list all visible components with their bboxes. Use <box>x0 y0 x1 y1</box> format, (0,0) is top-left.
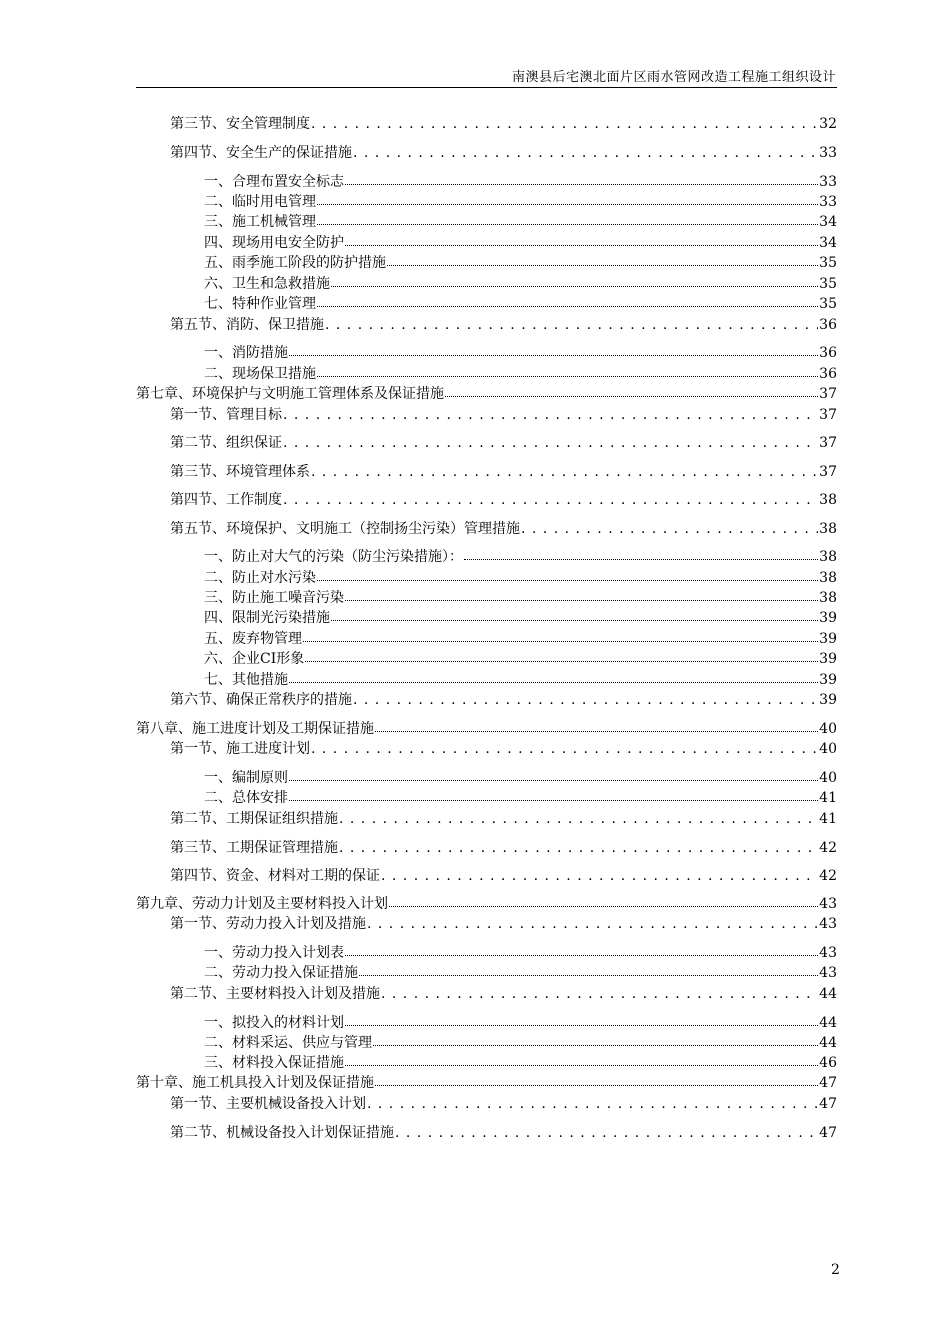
toc-dot-leader <box>375 731 818 732</box>
toc-entry-page: 43 <box>819 965 837 981</box>
toc-entry[interactable] <box>136 405 837 425</box>
toc-entry-page: 44 <box>819 1035 837 1051</box>
toc-entry-page: 47 <box>819 1075 837 1091</box>
toc-dot-leader <box>289 780 818 781</box>
toc-entry[interactable] <box>136 649 837 669</box>
toc-entry-page: 44 <box>819 986 837 1002</box>
toc-entry-page: 33 <box>819 174 837 190</box>
toc-entry-title: 第三节、工期保证管理措施 <box>170 840 338 856</box>
toc-entry[interactable] <box>136 253 837 273</box>
toc-dot-leader <box>325 315 818 335</box>
toc-entry-title: 第二节、组织保证 <box>170 435 282 451</box>
toc-entry[interactable] <box>136 433 837 453</box>
toc-dot-leader <box>311 739 818 759</box>
toc-entry-page: 34 <box>819 235 837 251</box>
toc-dot-leader <box>353 143 818 163</box>
toc-entry-title: 第二节、机械设备投入计划保证措施 <box>170 1125 394 1141</box>
toc-entry-page: 43 <box>819 945 837 961</box>
toc-dot-leader <box>345 955 818 956</box>
toc-entry[interactable] <box>136 608 837 628</box>
toc-dot-leader <box>289 682 818 683</box>
toc-entry-title: 第一节、主要机械设备投入计划 <box>170 1096 366 1112</box>
toc-entry-title: 一、防止对大气的污染（防尘污染措施）： <box>204 549 463 565</box>
toc-entry[interactable] <box>136 943 837 963</box>
toc-dot-leader <box>283 433 818 453</box>
toc-entry[interactable] <box>136 866 837 886</box>
toc-dot-leader <box>375 1085 818 1086</box>
toc-entry-page: 37 <box>819 435 837 451</box>
toc-entry-page: 43 <box>819 916 837 932</box>
toc-dot-leader <box>353 690 818 710</box>
toc-entry-page: 39 <box>819 610 837 626</box>
toc-entry-page: 39 <box>819 672 837 688</box>
toc-entry-page: 43 <box>819 896 837 912</box>
document-header-title: 南澳县后宅澳北面片区雨水管网改造工程施工组织设计 <box>511 70 836 85</box>
toc-entry-page: 42 <box>819 868 837 884</box>
toc-entry-page: 35 <box>819 255 837 271</box>
toc-entry-title: 第二节、主要材料投入计划及措施 <box>170 986 380 1002</box>
toc-entry-title: 二、材料采运、供应与管理 <box>204 1035 372 1051</box>
toc-entry[interactable] <box>136 788 837 808</box>
toc-entry-page: 39 <box>819 631 837 647</box>
toc-entry[interactable] <box>136 233 837 253</box>
toc-entry[interactable] <box>136 984 837 1004</box>
toc-dot-leader <box>381 866 818 886</box>
toc-entry-page: 37 <box>819 407 837 423</box>
toc-dot-leader <box>289 800 818 801</box>
toc-entry[interactable] <box>136 963 837 983</box>
toc-dot-leader <box>359 975 818 976</box>
toc-entry-title: 七、其他措施 <box>204 672 288 688</box>
toc-entry[interactable] <box>136 690 837 710</box>
toc-dot-leader <box>331 286 818 287</box>
toc-entry[interactable] <box>136 629 837 649</box>
toc-dot-leader <box>303 641 818 642</box>
toc-dot-leader <box>367 1094 818 1114</box>
toc-entry-page: 44 <box>819 1015 837 1031</box>
toc-entry-title: 一、合理布置安全标志 <box>204 174 344 190</box>
toc-dot-leader <box>317 224 818 225</box>
toc-dot-leader <box>305 661 818 662</box>
toc-entry-page: 35 <box>819 296 837 312</box>
toc-entry[interactable] <box>136 670 837 690</box>
toc-dot-leader <box>389 906 818 907</box>
toc-dot-leader <box>345 1025 818 1026</box>
toc-entry-title: 第四节、工作制度 <box>170 492 282 508</box>
toc-entry[interactable] <box>136 1033 837 1053</box>
toc-entry[interactable] <box>136 1053 837 1073</box>
toc-entry-title: 三、施工机械管理 <box>204 214 316 230</box>
toc-entry-title: 第四节、安全生产的保证措施 <box>170 145 352 161</box>
toc-entry-page: 33 <box>819 145 837 161</box>
toc-dot-leader <box>521 519 818 539</box>
toc-entry-title: 二、临时用电管理 <box>204 194 316 210</box>
toc-entry-page: 47 <box>819 1125 837 1141</box>
toc-entry-title: 七、特种作业管理 <box>204 296 316 312</box>
toc-entry-title: 一、消防措施 <box>204 345 288 361</box>
toc-entry-page: 37 <box>819 464 837 480</box>
toc-entry[interactable] <box>136 1123 837 1143</box>
toc-entry[interactable] <box>136 192 837 212</box>
toc-entry[interactable] <box>136 294 837 314</box>
toc-entry-title: 第三节、安全管理制度 <box>170 116 310 132</box>
toc-entry[interactable] <box>136 719 837 739</box>
toc-entry-title: 三、材料投入保证措施 <box>204 1055 344 1071</box>
toc-dot-leader <box>317 580 818 581</box>
toc-entry-title: 第二节、工期保证组织措施 <box>170 811 338 827</box>
toc-entry-title: 第五节、消防、保卫措施 <box>170 317 324 333</box>
toc-dot-leader <box>317 306 818 307</box>
toc-entry-page: 41 <box>819 811 837 827</box>
toc-entry-page: 38 <box>819 549 837 565</box>
toc-entry-page: 40 <box>819 741 837 757</box>
toc-entry-page: 47 <box>819 1096 837 1112</box>
toc-entry[interactable] <box>136 838 837 858</box>
toc-dot-leader <box>367 914 818 934</box>
toc-entry[interactable] <box>136 894 837 914</box>
toc-entry[interactable] <box>136 114 837 134</box>
toc-entry-title: 一、拟投入的材料计划 <box>204 1015 344 1031</box>
toc-entry-page: 38 <box>819 521 837 537</box>
page-number: 2 <box>831 1262 840 1278</box>
toc-dot-leader <box>381 984 818 1004</box>
toc-entry[interactable] <box>136 384 837 404</box>
toc-entry[interactable] <box>136 914 837 934</box>
toc-dot-leader <box>464 559 818 560</box>
toc-dot-leader <box>317 204 818 205</box>
toc-entry-title: 三、防止施工噪音污染 <box>204 590 344 606</box>
toc-entry[interactable] <box>136 364 837 384</box>
toc-entry-title: 第三节、环境管理体系 <box>170 464 310 480</box>
toc-entry-title: 第九章、劳动力计划及主要材料投入计划 <box>136 896 388 912</box>
toc-dot-leader <box>373 1045 818 1046</box>
toc-dot-leader <box>345 184 818 185</box>
toc-dot-leader <box>283 405 818 425</box>
toc-entry-page: 33 <box>819 194 837 210</box>
toc-entry[interactable] <box>136 274 837 294</box>
toc-dot-leader <box>445 396 818 397</box>
toc-entry[interactable] <box>136 739 837 759</box>
toc-dot-leader <box>387 265 818 266</box>
toc-entry-page: 34 <box>819 214 837 230</box>
toc-entry[interactable] <box>136 588 837 608</box>
toc-entry-page: 40 <box>819 770 837 786</box>
toc-entry-page: 32 <box>819 116 837 132</box>
toc-entry[interactable] <box>136 547 837 567</box>
toc-dot-leader <box>283 490 818 510</box>
toc-entry-title: 一、劳动力投入计划表 <box>204 945 344 961</box>
toc-dot-leader <box>345 600 818 601</box>
toc-dot-leader <box>339 809 818 829</box>
toc-entry[interactable] <box>136 1094 837 1114</box>
toc-dot-leader <box>395 1123 818 1143</box>
toc-entry-title: 四、限制光污染措施 <box>204 610 330 626</box>
toc-entry-page: 40 <box>819 721 837 737</box>
toc-entry-title: 五、雨季施工阶段的防护措施 <box>204 255 386 271</box>
toc-entry-title: 四、现场用电安全防护 <box>204 235 344 251</box>
header-rule <box>136 87 837 88</box>
toc-entry-page: 38 <box>819 570 837 586</box>
toc-entry-page: 37 <box>819 386 837 402</box>
toc-entry-title: 第八章、施工进度计划及工期保证措施 <box>136 721 374 737</box>
toc-entry[interactable] <box>136 768 837 788</box>
toc-entry[interactable] <box>136 343 837 363</box>
toc-entry-page: 39 <box>819 692 837 708</box>
toc-entry-page: 46 <box>819 1055 837 1071</box>
toc-entry-page: 36 <box>819 345 837 361</box>
toc-entry[interactable] <box>136 143 837 163</box>
toc-entry-title: 二、劳动力投入保证措施 <box>204 965 358 981</box>
toc-entry-title: 第五节、环境保护、文明施工（控制扬尘污染）管理措施 <box>170 521 520 537</box>
toc-entry-title: 五、废弃物管理 <box>204 631 302 647</box>
toc-dot-leader <box>339 838 818 858</box>
toc-entry-page: 35 <box>819 276 837 292</box>
toc-entry[interactable] <box>136 809 837 829</box>
toc-entry-title: 六、企业CI形象 <box>204 651 305 667</box>
toc-entry-title: 二、防止对水污染 <box>204 570 316 586</box>
toc-entry-title: 六、卫生和急救措施 <box>204 276 330 292</box>
toc-dot-leader <box>311 462 818 482</box>
toc-entry-page: 38 <box>819 590 837 606</box>
toc-dot-leader <box>345 1065 818 1066</box>
toc-entry-title: 第一节、施工进度计划 <box>170 741 310 757</box>
toc-entry-page: 36 <box>819 366 837 382</box>
toc-entry[interactable] <box>136 1073 837 1093</box>
toc-entry-title: 第七章、环境保护与文明施工管理体系及保证措施 <box>136 386 444 402</box>
toc-dot-leader <box>289 355 818 356</box>
toc-entry[interactable] <box>136 462 837 482</box>
toc-entry-title: 二、总体安排 <box>204 790 288 806</box>
toc-entry[interactable] <box>136 568 837 588</box>
toc-dot-leader <box>331 620 818 621</box>
toc-entry-title: 一、编制原则 <box>204 770 288 786</box>
toc-entry-title: 二、现场保卫措施 <box>204 366 316 382</box>
toc-entry-title: 第十章、施工机具投入计划及保证措施 <box>136 1075 374 1091</box>
toc-entry-page: 41 <box>819 790 837 806</box>
toc-entry[interactable] <box>136 490 837 510</box>
toc-dot-leader <box>317 376 818 377</box>
toc-entry-title: 第四节、资金、材料对工期的保证 <box>170 868 380 884</box>
toc-entry[interactable] <box>136 315 837 335</box>
toc-entry[interactable] <box>136 1013 837 1033</box>
toc-entry[interactable] <box>136 212 837 232</box>
toc-entry-page: 36 <box>819 317 837 333</box>
toc-dot-leader <box>345 245 818 246</box>
toc-entry-page: 39 <box>819 651 837 667</box>
toc-entry-title: 第一节、劳动力投入计划及措施 <box>170 916 366 932</box>
toc-entry[interactable] <box>136 519 837 539</box>
toc-entry-page: 42 <box>819 840 837 856</box>
toc-entry-title: 第六节、确保正常秩序的措施 <box>170 692 352 708</box>
toc-dot-leader <box>311 114 818 134</box>
toc-entry-title: 第一节、管理目标 <box>170 407 282 423</box>
toc-entry[interactable] <box>136 172 837 192</box>
toc-entry-page: 38 <box>819 492 837 508</box>
